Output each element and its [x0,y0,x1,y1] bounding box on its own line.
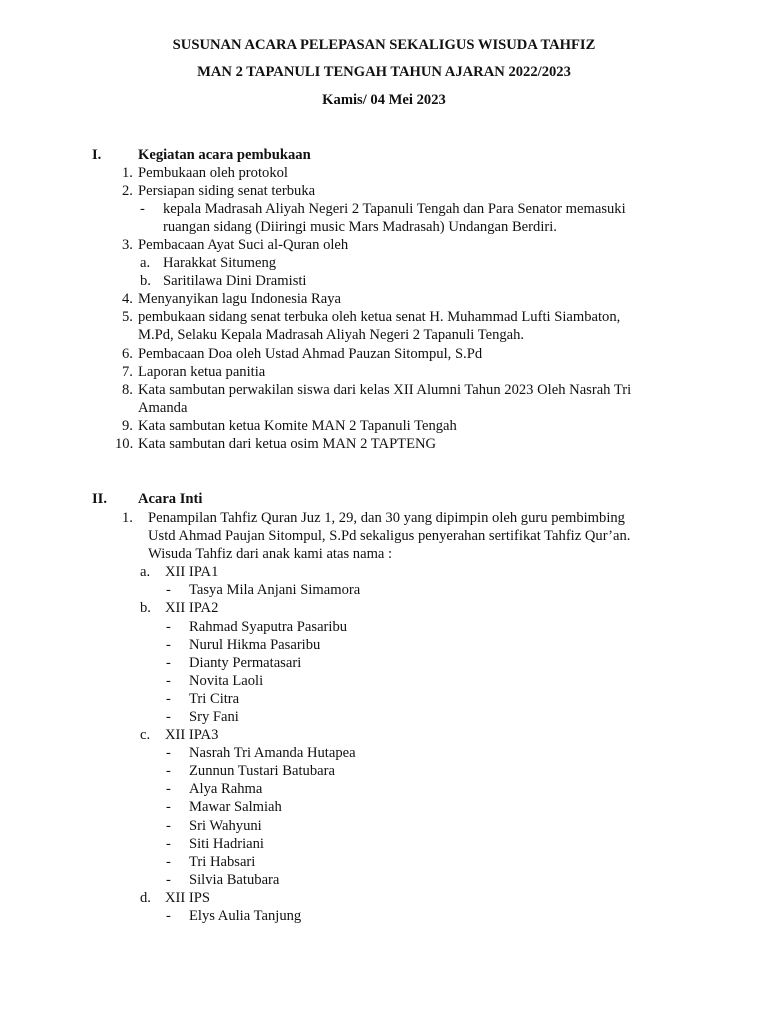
section1-numeral: I. [92,147,102,163]
student-name: Sry Fani [189,709,239,725]
student-dash: - [166,836,171,852]
list-item: Pembukaan oleh protokol [138,165,288,181]
list-item-number: 9. [122,418,133,434]
list-item-number: 2. [122,183,133,199]
student-dash: - [166,745,171,761]
class-name: XII IPS [165,890,210,906]
class-letter: d. [140,890,151,906]
student-name: Tri Citra [189,691,240,707]
student-name: Elys Aulia Tanjung [189,908,302,924]
student-name: Nurul Hikma Pasaribu [189,637,321,653]
student-dash: - [166,781,171,797]
list-item: Pembacaan Ayat Suci al-Quran oleh [138,237,349,253]
student-dash: - [166,637,171,653]
class-name: XII IPA1 [165,564,219,580]
student-dash: - [166,818,171,834]
student-name: Siti Hadriani [189,836,264,852]
class-letter: c. [140,727,151,743]
sub-item: Harakkat Situmeng [163,255,277,271]
student-dash: - [166,854,171,870]
student-name: Mawar Salmiah [189,799,282,815]
student-dash: - [166,691,171,707]
student-dash: - [166,763,171,779]
student-name: Nasrah Tri Amanda Hutapea [189,745,356,761]
sub-item: kepala Madrasah Aliyah Negeri 2 Tapanuli Tengah dan Para Senator memasuki [163,201,626,217]
section2-numeral: II. [92,491,108,507]
list-item: Laporan ketua panitia [138,364,266,380]
list-item: Kata sambutan perwakilan siswa dari kelas XII Alumni Tahun 2023 Oleh Nasrah Tri [138,382,632,398]
list-item-continuation: M.Pd, Selaku Kepala Madrasah Aliyah Negeri 2 Tapanuli Tengah. [138,327,525,343]
student-name: Sri Wahyuni [189,818,262,834]
section2-heading: Acara Inti [138,491,203,507]
student-dash: - [166,908,171,924]
student-dash: - [166,655,171,671]
list-item-number: 1. [122,510,133,526]
student-dash: - [166,709,171,725]
list-item: Penampilan Tahfiz Quran Juz 1, 29, dan 30 yang dipimpin oleh guru pembimbing [148,510,625,526]
list-item: Menyanyikan lagu Indonesia Raya [138,291,342,307]
student-name: Tri Habsari [189,854,256,870]
document-title-line1: SUSUNAN ACARA PELEPASAN SEKALIGUS WISUDA TAHFIZ [172,37,596,53]
list-item-number: 4. [122,291,133,307]
student-name: Alya Rahma [189,781,263,797]
document-date: Kamis/ 04 Mei 2023 [322,92,446,108]
list-item-number: 8. [122,382,133,398]
sub-item-letter: a. [140,255,151,271]
sub-item: Saritilawa Dini Dramisti [163,273,307,289]
student-dash: - [166,799,171,815]
list-item: Kata sambutan ketua Komite MAN 2 Tapanuli Tengah [138,418,457,434]
student-dash: - [166,872,171,888]
list-item-number: 5. [122,309,133,325]
class-name: XII IPA2 [165,600,219,616]
student-name: Silvia Batubara [189,872,280,888]
list-item: Pembacaan Doa oleh Ustad Ahmad Pauzan Sitompul, S.Pd [138,346,483,362]
list-item: Persiapan siding senat terbuka [138,183,316,199]
class-name: XII IPA3 [165,727,219,743]
student-dash: - [166,619,171,635]
section1-heading: Kegiatan acara pembukaan [138,147,311,163]
list-item-continuation: Amanda [138,400,188,416]
list-item: pembukaan sidang senat terbuka oleh ketua senat H. Muhammad Lufti Siambaton, [138,309,621,325]
list-item-number: 1. [122,165,133,181]
list-item: Kata sambutan dari ketua osim MAN 2 TAPTENG [138,436,437,452]
student-dash: - [166,673,171,689]
student-name: Tasya Mila Anjani Simamora [189,582,361,598]
student-name: Rahmad Syaputra Pasaribu [189,619,348,635]
sub-item-letter: b. [140,273,151,289]
class-letter: a. [140,564,151,580]
student-dash: - [166,582,171,598]
student-name: Dianty Permatasari [189,655,302,671]
list-item-number: 3. [122,237,133,253]
list-item-continuation: Wisuda Tahfiz dari anak kami atas nama : [148,546,393,562]
list-item-number: 6. [122,346,133,362]
list-item-continuation: Ustd Ahmad Paujan Sitompul, S.Pd sekaligus penyerahan sertifikat Tahfiz Qur’an. [148,528,631,544]
sub-item-dash: - [140,201,145,217]
class-letter: b. [140,600,151,616]
document-title-line2: MAN 2 TAPANULI TENGAH TAHUN AJARAN 2022/2023 [197,64,571,80]
student-name: Novita Laoli [189,673,264,689]
list-item-number: 10. [115,436,134,452]
sub-item-continuation: ruangan sidang (Diiringi music Mars Madrasah) Undangan Berdiri. [163,219,557,235]
student-name: Zunnun Tustari Batubara [189,763,335,779]
list-item-number: 7. [122,364,133,380]
